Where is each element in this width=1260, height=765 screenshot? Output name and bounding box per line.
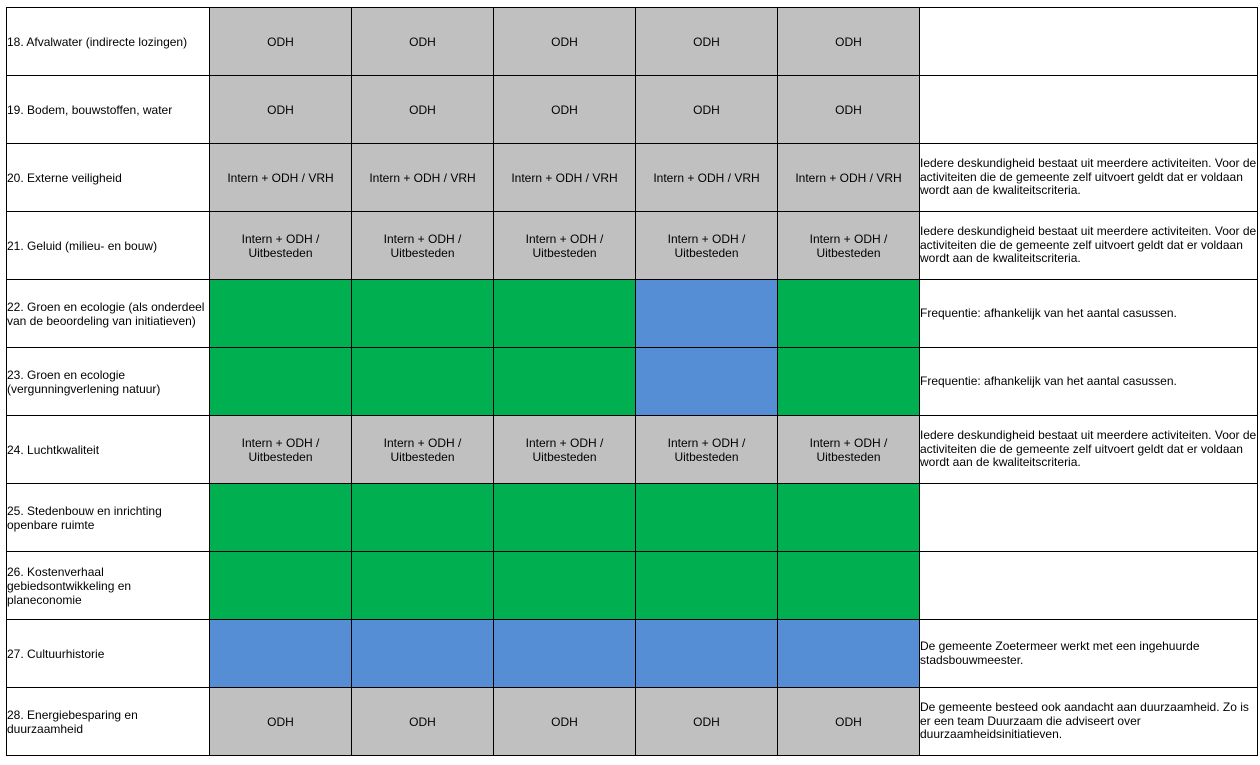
status-cell: Intern + ODH / Uitbesteden bbox=[352, 416, 494, 484]
row-label: 20. Externe veiligheid bbox=[7, 144, 210, 212]
table-row bbox=[7, 8, 1258, 76]
status-cell bbox=[636, 280, 778, 348]
status-cell bbox=[494, 348, 636, 416]
status-cell bbox=[352, 280, 494, 348]
table-row bbox=[7, 144, 1258, 212]
status-cell bbox=[636, 348, 778, 416]
status-cell bbox=[352, 552, 494, 620]
status-cell: Intern + ODH / Uitbesteden bbox=[210, 416, 352, 484]
row-note: Iedere deskundigheid bestaat uit meerdere activiteiten. Voor de activiteiten die de gemeente zelf uitvoert geldt dat er voldaan wordt aan de kwaliteitscriteria. bbox=[920, 144, 1258, 212]
row-label: 25. Stedenbouw en inrichting openbare ruimte bbox=[7, 484, 210, 552]
status-cell: ODH bbox=[778, 76, 920, 144]
table-row bbox=[7, 688, 1258, 756]
status-cell bbox=[494, 484, 636, 552]
status-cell bbox=[636, 552, 778, 620]
status-cell: Intern + ODH / Uitbesteden bbox=[778, 212, 920, 280]
row-note bbox=[920, 76, 1258, 144]
status-cell: ODH bbox=[210, 8, 352, 76]
table-row bbox=[7, 348, 1258, 416]
status-cell: Intern + ODH / Uitbesteden bbox=[778, 416, 920, 484]
status-cell: ODH bbox=[778, 8, 920, 76]
table-row bbox=[7, 552, 1258, 620]
table-row bbox=[7, 280, 1258, 348]
table-row bbox=[7, 620, 1258, 688]
status-cell bbox=[636, 620, 778, 688]
row-label: 21. Geluid (milieu- en bouw) bbox=[7, 212, 210, 280]
row-label: 28. Energiebesparing en duurzaamheid bbox=[7, 688, 210, 756]
deskundigheid-matrix bbox=[6, 7, 1258, 756]
row-note: De gemeente Zoetermeer werkt met een ingehuurde stadsbouwmeester. bbox=[920, 620, 1258, 688]
status-cell bbox=[778, 552, 920, 620]
status-cell bbox=[778, 280, 920, 348]
row-note bbox=[920, 484, 1258, 552]
table-row bbox=[7, 484, 1258, 552]
row-label: 24. Luchtkwaliteit bbox=[7, 416, 210, 484]
status-cell bbox=[210, 620, 352, 688]
status-cell bbox=[210, 348, 352, 416]
status-cell: Intern + ODH / Uitbesteden bbox=[210, 212, 352, 280]
status-cell: Intern + ODH / VRH bbox=[494, 144, 636, 212]
status-cell bbox=[352, 348, 494, 416]
status-cell bbox=[778, 348, 920, 416]
status-cell: ODH bbox=[494, 688, 636, 756]
status-cell: ODH bbox=[494, 76, 636, 144]
status-cell: Intern + ODH / Uitbesteden bbox=[636, 212, 778, 280]
status-cell: Intern + ODH / VRH bbox=[352, 144, 494, 212]
status-cell bbox=[494, 552, 636, 620]
status-cell bbox=[210, 552, 352, 620]
status-cell bbox=[636, 484, 778, 552]
row-label: 23. Groen en ecologie (vergunningverlening natuur) bbox=[7, 348, 210, 416]
status-cell: ODH bbox=[636, 8, 778, 76]
status-cell: ODH bbox=[778, 688, 920, 756]
status-cell: ODH bbox=[352, 8, 494, 76]
row-note: Frequentie: afhankelijk van het aantal casussen. bbox=[920, 280, 1258, 348]
status-cell: Intern + ODH / Uitbesteden bbox=[636, 416, 778, 484]
status-cell bbox=[494, 280, 636, 348]
row-label: 19. Bodem, bouwstoffen, water bbox=[7, 76, 210, 144]
status-cell bbox=[778, 620, 920, 688]
status-cell bbox=[210, 280, 352, 348]
status-cell bbox=[494, 620, 636, 688]
status-cell: Intern + ODH / Uitbesteden bbox=[494, 416, 636, 484]
status-cell: Intern + ODH / VRH bbox=[210, 144, 352, 212]
status-cell: ODH bbox=[210, 76, 352, 144]
row-note: De gemeente besteed ook aandacht aan duurzaamheid. Zo is er een team Duurzaam die adviseert over duurzaamheidsinitiatieven. bbox=[920, 688, 1258, 756]
status-cell bbox=[778, 484, 920, 552]
row-note: Iedere deskundigheid bestaat uit meerdere activiteiten. Voor de activiteiten die de gemeente zelf uitvoert geldt dat er voldaan wordt aan de kwaliteitscriteria. bbox=[920, 416, 1258, 484]
row-label: 27. Cultuurhistorie bbox=[7, 620, 210, 688]
status-cell bbox=[352, 620, 494, 688]
row-note: Iedere deskundigheid bestaat uit meerdere activiteiten. Voor de activiteiten die de gemeente zelf uitvoert geldt dat er voldaan wordt aan de kwaliteitscriteria. bbox=[920, 212, 1258, 280]
status-cell: ODH bbox=[494, 8, 636, 76]
row-note bbox=[920, 8, 1258, 76]
status-cell: Intern + ODH / VRH bbox=[778, 144, 920, 212]
row-label: 26. Kostenverhaal gebiedsontwikkeling en planeconomie bbox=[7, 552, 210, 620]
status-cell: Intern + ODH / VRH bbox=[636, 144, 778, 212]
status-cell: ODH bbox=[210, 688, 352, 756]
status-cell: Intern + ODH / Uitbesteden bbox=[352, 212, 494, 280]
table-row bbox=[7, 212, 1258, 280]
status-cell: ODH bbox=[636, 76, 778, 144]
matrix-body bbox=[7, 8, 1258, 756]
status-cell: Intern + ODH / Uitbesteden bbox=[494, 212, 636, 280]
table-row bbox=[7, 76, 1258, 144]
status-cell bbox=[210, 484, 352, 552]
row-label: 18. Afvalwater (indirecte lozingen) bbox=[7, 8, 210, 76]
status-cell: ODH bbox=[352, 688, 494, 756]
row-note bbox=[920, 552, 1258, 620]
status-cell bbox=[352, 484, 494, 552]
status-cell: ODH bbox=[636, 688, 778, 756]
status-cell: ODH bbox=[352, 76, 494, 144]
row-note: Frequentie: afhankelijk van het aantal casussen. bbox=[920, 348, 1258, 416]
table-row bbox=[7, 416, 1258, 484]
row-label: 22. Groen en ecologie (als onderdeel van de beoordeling van initiatieven) bbox=[7, 280, 210, 348]
